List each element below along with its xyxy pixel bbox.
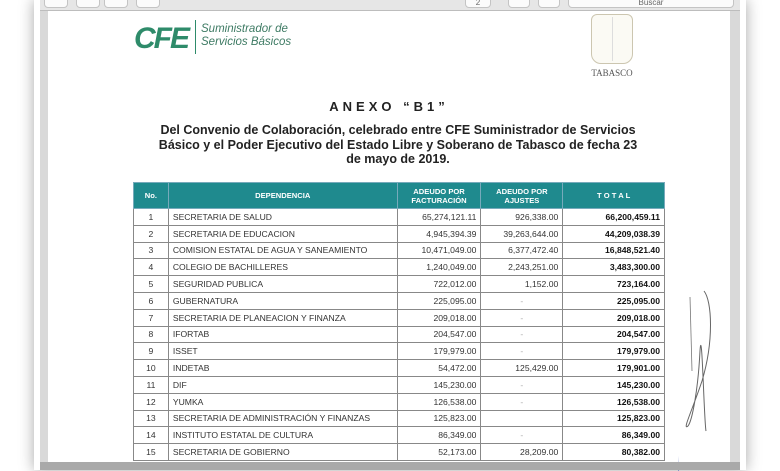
table-row <box>134 259 665 276</box>
facturacion-cell: 145,230.00 <box>397 376 481 393</box>
row-number: 2 <box>134 225 169 242</box>
total-cell: 3,483,300.00 <box>563 259 665 276</box>
row-number: 12 <box>134 393 169 410</box>
ajustes-cell: - <box>481 427 563 444</box>
intro-paragraph: Del Convenio de Colaboración, celebrado entre CFE Suministrador de Servicios Básico y el Poder Ejecutivo del Estado Libre y Soberano de Tabasco de fecha 23 de mayo de 2019. <box>158 123 638 166</box>
dependencia-cell: INDETAB <box>168 360 397 377</box>
row-number: 7 <box>134 309 169 326</box>
total-cell: 209,018.00 <box>563 309 665 326</box>
table-row <box>134 209 665 226</box>
ajustes-cell: - <box>481 309 563 326</box>
ajustes-cell: 1,152.00 <box>481 276 563 293</box>
dependencia-cell: DIF <box>168 376 397 393</box>
facturacion-cell: 179,979.00 <box>397 343 481 360</box>
total-cell: 86,349.00 <box>563 427 665 444</box>
total-cell: 80,382.00 <box>563 444 665 461</box>
row-number: 5 <box>134 276 169 293</box>
dependencia-cell: SECRETARIA DE GOBIERNO <box>168 444 397 461</box>
dependencia-cell: SECRETARIA DE PLANEACION Y FINANZA <box>168 309 397 326</box>
row-number: 14 <box>134 427 169 444</box>
ajustes-cell: 2,243,251.00 <box>481 259 563 276</box>
debt-table <box>133 182 665 461</box>
signature <box>678 281 728 471</box>
table-row <box>134 410 665 427</box>
dependencia-cell: SECRETARIA DE ADMINISTRACIÓN Y FINANZAS <box>168 410 397 427</box>
markup-button[interactable] <box>538 0 560 8</box>
facturacion-cell: 722,012.00 <box>397 276 481 293</box>
pdf-viewer-window <box>40 0 740 470</box>
table-row <box>134 292 665 309</box>
facturacion-cell: 52,173.00 <box>397 444 481 461</box>
total-cell: 723,164.00 <box>563 276 665 293</box>
facturacion-cell: 10,471,049.00 <box>397 242 481 259</box>
table-row <box>134 444 665 461</box>
dependencia-cell: SECRETARIA DE SALUD <box>168 209 397 226</box>
table-row <box>134 309 665 326</box>
facturacion-cell: 225,095.00 <box>397 292 481 309</box>
ajustes-cell <box>481 410 563 427</box>
table-row <box>134 343 665 360</box>
table-row <box>134 376 665 393</box>
row-number: 13 <box>134 410 169 427</box>
column-header: T O T A L <box>563 183 665 209</box>
column-header: No. <box>134 183 169 209</box>
dependencia-cell: SEGURIDAD PUBLICA <box>168 276 397 293</box>
total-cell: 225,095.00 <box>563 292 665 309</box>
facturacion-cell: 126,538.00 <box>397 393 481 410</box>
share-button[interactable] <box>136 0 160 8</box>
page-selector[interactable]: 2 <box>465 0 491 8</box>
ajustes-cell: - <box>481 376 563 393</box>
ajustes-cell: 28,209.00 <box>481 444 563 461</box>
row-number: 10 <box>134 360 169 377</box>
ajustes-cell: 6,377,472.40 <box>481 242 563 259</box>
facturacion-cell: 86,349.00 <box>397 427 481 444</box>
ajustes-cell: 39,263,644.00 <box>481 225 563 242</box>
ajustes-cell: - <box>481 326 563 343</box>
crest-label: TABASCO <box>591 68 633 78</box>
total-cell: 204,547.00 <box>563 326 665 343</box>
total-cell: 66,200,459.11 <box>563 209 665 226</box>
dependencia-cell: SECRETARIA DE EDUCACION <box>168 225 397 242</box>
total-cell: 145,230.00 <box>563 376 665 393</box>
dependencia-cell: INSTITUTO ESTATAL DE CULTURA <box>168 427 397 444</box>
ajustes-cell: - <box>481 393 563 410</box>
zoom-out-button[interactable] <box>76 0 100 8</box>
dependencia-cell: COLEGIO DE BACHILLERES <box>168 259 397 276</box>
row-number: 3 <box>134 242 169 259</box>
row-number: 15 <box>134 444 169 461</box>
table-row <box>134 242 665 259</box>
ajustes-cell: 125,429.00 <box>481 360 563 377</box>
row-number: 4 <box>134 259 169 276</box>
document-page <box>48 11 730 462</box>
cfe-logo: CFE <box>134 22 188 55</box>
row-number: 8 <box>134 326 169 343</box>
table-row <box>134 360 665 377</box>
facturacion-cell: 204,547.00 <box>397 326 481 343</box>
total-cell: 179,901.00 <box>563 360 665 377</box>
row-number: 9 <box>134 343 169 360</box>
facturacion-cell: 125,823.00 <box>397 410 481 427</box>
total-cell: 179,979.00 <box>563 343 665 360</box>
ajustes-cell: - <box>481 292 563 309</box>
table-row <box>134 427 665 444</box>
total-cell: 125,823.00 <box>563 410 665 427</box>
document-title: ANEXO “B1” <box>329 99 449 114</box>
facturacion-cell: 1,240,049.00 <box>397 259 481 276</box>
column-header: ADEUDO POR FACTURACIÓN <box>397 183 481 209</box>
table-row <box>134 276 665 293</box>
facturacion-cell: 209,018.00 <box>397 309 481 326</box>
row-number: 11 <box>134 376 169 393</box>
ajustes-cell: 926,338.00 <box>481 209 563 226</box>
table-row <box>134 393 665 410</box>
column-header: DEPENDENCIA <box>168 183 397 209</box>
toolbar <box>40 0 740 11</box>
facturacion-cell: 4,945,394.39 <box>397 225 481 242</box>
total-cell: 126,538.00 <box>563 393 665 410</box>
table-row <box>134 225 665 242</box>
dependencia-cell: ISSET <box>168 343 397 360</box>
window-bottom-bar <box>40 462 740 470</box>
ajustes-cell: - <box>481 343 563 360</box>
row-number: 1 <box>134 209 169 226</box>
sidebar-toggle-button[interactable] <box>44 0 68 8</box>
row-number: 6 <box>134 292 169 309</box>
search-input[interactable]: Buscar <box>568 0 734 8</box>
dependencia-cell: COMISION ESTATAL DE AGUA Y SANEAMIENTO <box>168 242 397 259</box>
dependencia-cell: IFORTAB <box>168 326 397 343</box>
dependencia-cell: YUMKA <box>168 393 397 410</box>
tabasco-crest-icon <box>591 14 633 64</box>
total-cell: 44,209,038.39 <box>563 225 665 242</box>
column-header: ADEUDO POR AJUSTES <box>481 183 563 209</box>
total-cell: 16,848,521.40 <box>563 242 665 259</box>
zoom-in-button[interactable] <box>104 0 128 8</box>
table-row <box>134 326 665 343</box>
cfe-logo-subtitle: Suministrador de Servicios Básicos <box>201 23 292 48</box>
logo-divider <box>195 20 196 54</box>
facturacion-cell: 65,274,121.11 <box>397 209 481 226</box>
dependencia-cell: GUBERNATURA <box>168 292 397 309</box>
facturacion-cell: 54,472.00 <box>397 360 481 377</box>
rotate-button[interactable] <box>508 0 530 8</box>
